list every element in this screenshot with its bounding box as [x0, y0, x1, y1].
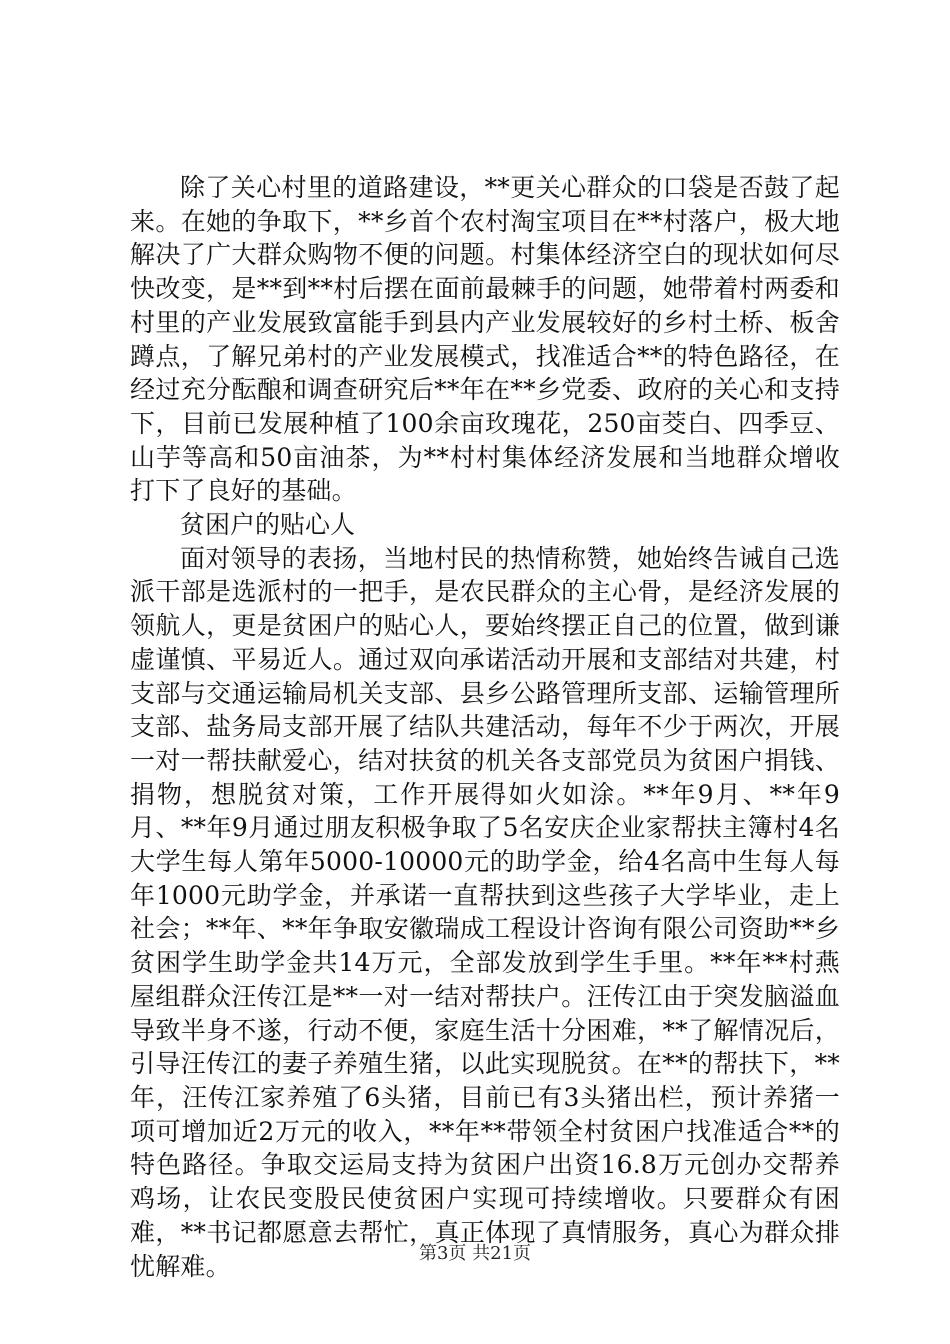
- paragraph-poverty-aid: 面对领导的表扬，当地村民的热情称赞，她始终告诫自己选派干部是选派村的一把手，是农民群众的主心骨，是经济发展的领航人，更是贫困户的贴心人，要始终摆正自己的位置，做到谦虚谨慎、平易近人。通过双向承诺活动开展和支部结对共建，村支部与交通运输局机关支部、县乡公路管理所支部、运输管理所支部、盐务局支部开展了结队共建活动，每年不少于两次，开展一对一帮扶献爱心，结对扶贫的机关各支部党员为贫困户捐钱、捐物，想脱贫对策，工作开展得如火如涂。**年9月、**年9月、**年9月通过朋友积极争取了5名安庆企业家帮扶主簿村4名大学生每人第年5000-10000元的助学金，给4名高中生每人每年1000元助学金，并承诺一直帮扶到这些孩子大学毕业，走上社会；**年、**年争取安徽瑞成工程设计咨询有限公司资助**乡贫困学生助学金共14万元，全部发放到学生手里。**年**村燕屋组群众汪传江是**一对一结对帮扶户。汪传江由于突发脑溢血导致半身不遂，行动不便，家庭生活十分困难，**了解情况后，引导汪传江的妻子养殖生猪，以此实现脱贫。在**的帮扶下，**年，汪传江家养殖了6头猪，目前已有3头猪出栏，预计养猪一项可增加近2万元的收入，**年**带领全村贫困户找准适合**的特色路径。争取交运局支持为贫困户出资16.8万元创办交帮养鸡场，让农民变股民使贫困户实现可持续增收。只要群众有困难，**书记都愿意去帮忙，真正体现了真情服务，真心为群众排忧解难。: [130, 543, 840, 1281]
- document-body: [130, 171, 840, 1283]
- page-footer: 第3页 共21页: [418, 1243, 532, 1264]
- paragraph-village-economy: 除了关心村里的道路建设，**更关心群众的口袋是否鼓了起来。在她的争取下，**乡首个农村淘宝项目在**村落户，极大地解决了广大群众购物不便的问题。村集体经济空白的现状如何尽快改变，是**到**村后摆在面前最棘手的问题，她带着村两委和村里的产业发展致富能手到县内产业发展较好的乡村土桥、板舍蹲点，了解兄弟村的产业发展模式，找准适合**的特色路径，在经过充分酝酿和调查研究后**年在**乡党委、政府的关心和支持下，目前已发展种植了100余亩玫瑰花，250亩茭白、四季豆、山芋等高和50亩油茶，为**村村集体经济发展和当地群众增收打下了良好的基础。: [130, 173, 840, 506]
- section-heading: 贫困户的贴心人: [180, 510, 356, 540]
